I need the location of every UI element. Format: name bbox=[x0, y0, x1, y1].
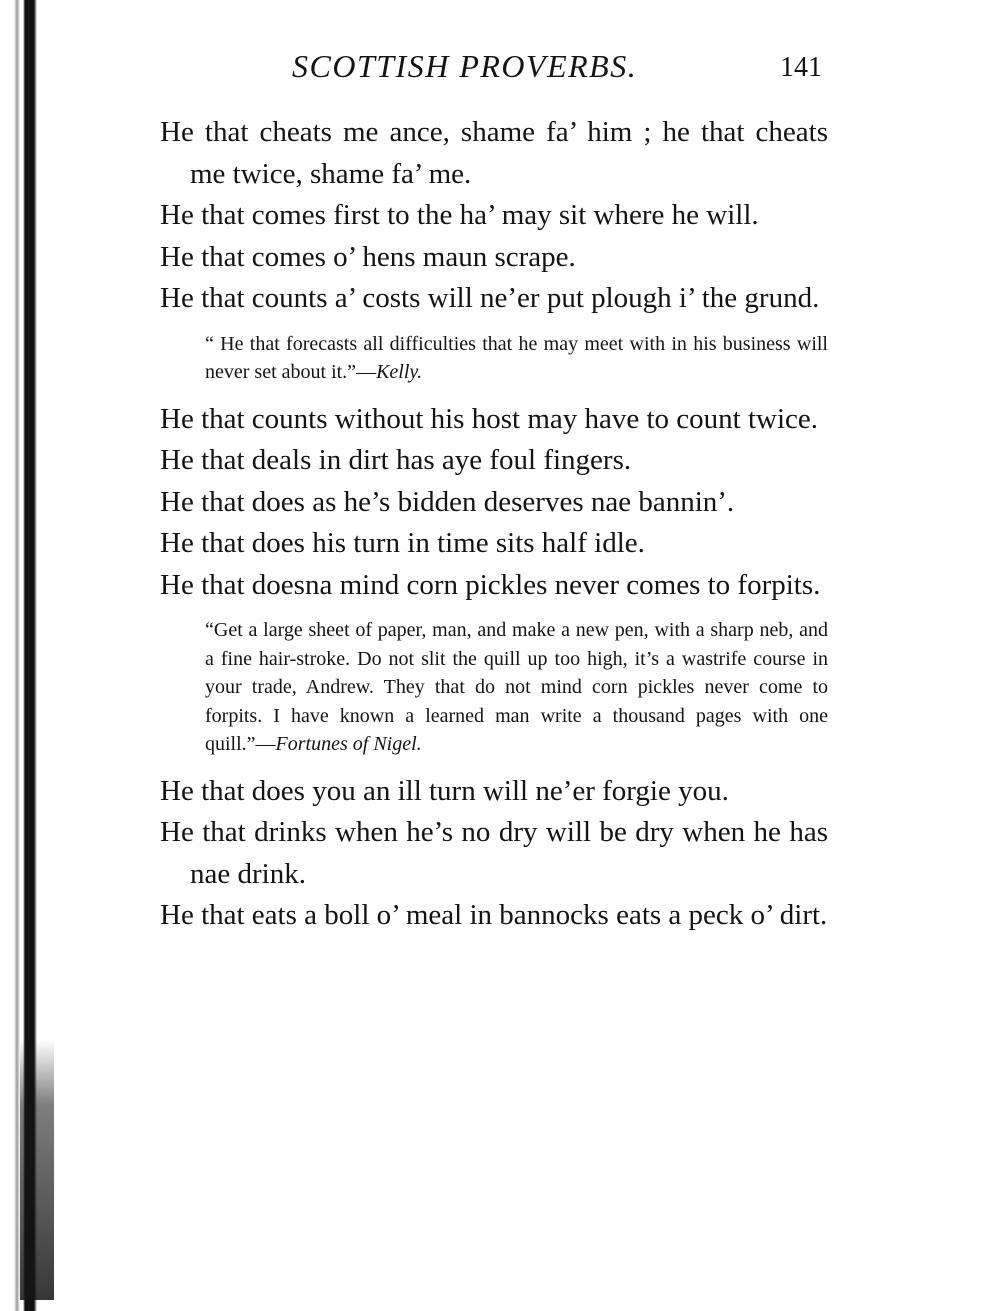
note-text: “ He that forecasts all difficulties that he may meet with in his business will never set about it.” bbox=[205, 332, 828, 383]
proverb: He that does as he’s bidden deserves nae bannin’. bbox=[160, 485, 735, 518]
footnote-quote bbox=[205, 616, 828, 759]
note-dash: — bbox=[356, 361, 377, 383]
page-body bbox=[160, 112, 828, 937]
footnote-quote bbox=[205, 330, 828, 387]
proverb: He that deals in dirt has aye foul fingers. bbox=[160, 444, 632, 476]
note-attribution: Kelly. bbox=[376, 361, 423, 383]
proverb: He that doesna mind corn pickles never comes to forpits. bbox=[160, 568, 821, 601]
note-attribution: Fortunes of Nigel. bbox=[275, 733, 422, 755]
proverb: He that drinks when he’s no dry will be dry when he has nae drink. bbox=[160, 816, 828, 890]
proverb: He that counts a’ costs will ne’er put plough i’ the grund. bbox=[160, 282, 820, 314]
proverb: He that comes o’ hens maun scrape. bbox=[160, 240, 576, 273]
page-number: 141 bbox=[780, 52, 822, 83]
page-header bbox=[0, 42, 1000, 92]
proverb: He that eats a boll o’ meal in bannocks eats a peck o’ dirt. bbox=[160, 899, 828, 931]
running-title: SCOTTISH PROVERBS. bbox=[292, 48, 638, 84]
binding-shadow bbox=[20, 1040, 54, 1300]
proverb: He that does you an ill turn will ne’er forgie you. bbox=[160, 774, 729, 807]
note-text: “Get a large sheet of paper, man, and make a new pen, with a sharp neb, and a fine hair-stroke. Do not slit the quill up too high, it’s a wastrife course in your trade, Andrew. They that do not mind corn pickles never come to forpits. I have known a learned man write a thousand pages with one quill.” bbox=[205, 619, 828, 755]
proverb: He that comes first to the ha’ may sit where he will. bbox=[160, 199, 759, 231]
proverb: He that counts without his host may have to count twice. bbox=[160, 402, 819, 435]
proverb: He that does his turn in time sits half idle. bbox=[160, 527, 645, 559]
note-dash: — bbox=[255, 733, 276, 755]
proverb: He that cheats me ance, shame fa’ him ; he that cheats me twice, shame fa’ me. bbox=[160, 116, 828, 190]
